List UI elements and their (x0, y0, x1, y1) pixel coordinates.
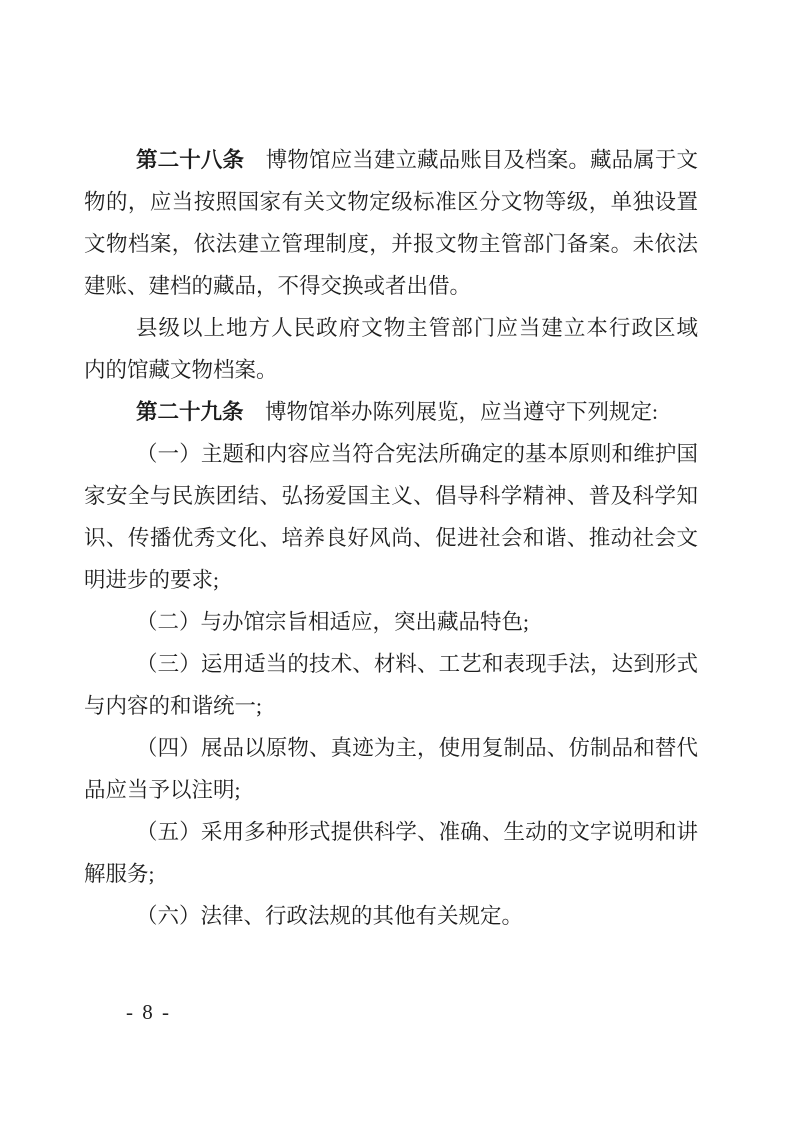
text-segment: （二）与办馆宗旨相适应，突出藏品特色; (136, 610, 529, 634)
text-line (84, 139, 698, 181)
text-segment: 与内容的和谐统一; (84, 694, 262, 718)
text-segment: 内的馆藏文物档案。 (84, 358, 278, 382)
text-segment: 博物馆应当建立藏品账目及档案。藏品属于文 (244, 148, 698, 172)
page-number: - 8 - (126, 1000, 171, 1024)
text-line (84, 223, 698, 265)
text-line (84, 181, 698, 223)
text-line (84, 895, 698, 937)
text-segment: 博物馆举办陈列展览，应当遵守下列规定: (243, 400, 658, 424)
text-line (84, 685, 698, 727)
text-segment: 品应当予以注明; (84, 778, 241, 802)
text-segment: （五）采用多种形式提供科学、准确、生动的文字说明和讲 (136, 820, 698, 844)
text-segment: （六）法律、行政法规的其他有关规定。 (136, 904, 524, 928)
text-line (84, 391, 698, 433)
text-segment: （一）主题和内容应当符合宪法所确定的基本原则和维护国 (136, 442, 698, 466)
text-segment: 县级以上地方人民政府文物主管部门应当建立本行政区域 (136, 316, 698, 340)
text-segment: 识、传播优秀文化、培养良好风尚、促进社会和谐、推动社会文 (84, 526, 698, 550)
article-number: 第二十九条 (136, 400, 244, 424)
text-segment: 物的，应当按照国家有关文物定级标准区分文物等级，单独设置 (84, 190, 698, 214)
text-line (84, 811, 698, 853)
document-body (84, 139, 698, 937)
text-line (84, 475, 698, 517)
text-line (84, 349, 698, 391)
text-line (84, 601, 698, 643)
text-segment: （三）运用适当的技术、材料、工艺和表现手法，达到形式 (136, 652, 698, 676)
text-line (84, 727, 698, 769)
text-line (84, 307, 698, 349)
text-segment: 解服务; (84, 862, 155, 886)
text-line (84, 769, 698, 811)
text-line (84, 517, 698, 559)
text-segment: 文物档案，依法建立管理制度，并报文物主管部门备案。未依法 (84, 232, 698, 256)
text-segment: 建账、建档的藏品，不得交换或者出借。 (84, 274, 472, 298)
text-line (84, 853, 698, 895)
text-line (84, 433, 698, 475)
text-line (84, 643, 698, 685)
article-number: 第二十八条 (136, 148, 245, 172)
text-line (84, 559, 698, 601)
text-segment: 家安全与民族团结、弘扬爱国主义、倡导科学精神、普及科学知 (84, 484, 698, 508)
text-segment: （四）展品以原物、真迹为主，使用复制品、仿制品和替代 (136, 736, 698, 760)
text-line (84, 265, 698, 307)
text-segment: 明进步的要求; (84, 568, 219, 592)
